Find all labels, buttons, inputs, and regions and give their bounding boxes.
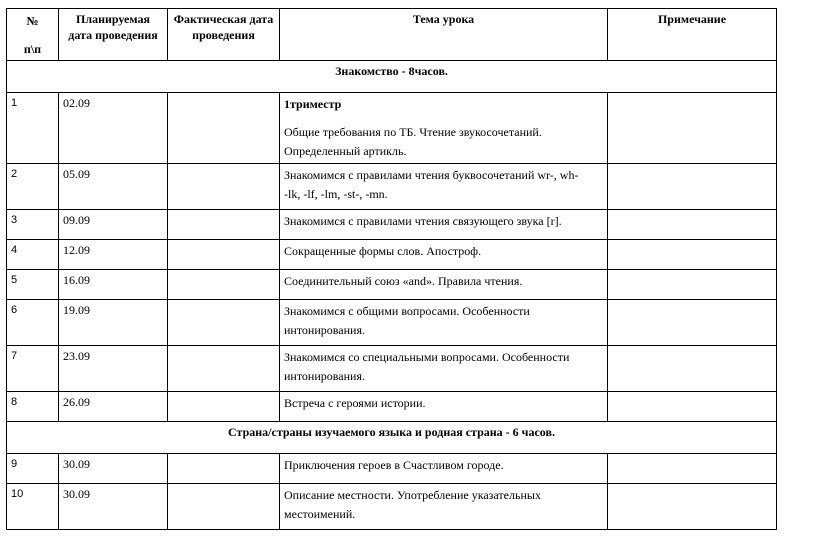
lesson-row bbox=[7, 346, 777, 392]
lesson-row bbox=[7, 210, 777, 240]
header-number-symbol: № bbox=[26, 14, 39, 28]
table-body bbox=[7, 61, 777, 530]
topic-line: интонирования. bbox=[284, 369, 365, 383]
planned-date: 30.09 bbox=[59, 484, 168, 530]
lesson-topic bbox=[280, 346, 608, 392]
lesson-row bbox=[7, 240, 777, 270]
topic-line: Знакомимся с правилами чтения буквосочетаний wr-, wh- bbox=[284, 168, 579, 182]
actual-date bbox=[168, 484, 280, 530]
topic-line: Описание местности. Употребление указательных bbox=[284, 488, 541, 502]
actual-date bbox=[168, 392, 280, 422]
topic-line: Встреча с героями истории. bbox=[284, 396, 426, 410]
lesson-number: 2 bbox=[7, 164, 59, 210]
lesson-number: 3 bbox=[7, 210, 59, 240]
lesson-row bbox=[7, 164, 777, 210]
topic-line: Определенный артикль. bbox=[284, 144, 407, 158]
lesson-row bbox=[7, 93, 777, 164]
lesson-topic bbox=[280, 240, 608, 270]
planned-date: 02.09 bbox=[59, 93, 168, 164]
lesson-note bbox=[608, 240, 777, 270]
lesson-topic bbox=[280, 484, 608, 530]
actual-date bbox=[168, 270, 280, 300]
planned-date: 23.09 bbox=[59, 346, 168, 392]
planned-date: 12.09 bbox=[59, 240, 168, 270]
topic-line: Знакомимся со специальными вопросами. Особенности bbox=[284, 350, 570, 364]
actual-date bbox=[168, 454, 280, 484]
lesson-row bbox=[7, 484, 777, 530]
actual-date bbox=[168, 346, 280, 392]
topic-line: Общие требования по ТБ. Чтение звукосочетаний. bbox=[284, 125, 542, 139]
lesson-topic bbox=[280, 454, 608, 484]
section-row bbox=[7, 422, 777, 454]
lesson-number: 9 bbox=[7, 454, 59, 484]
section-title: Знакомство - 8часов. bbox=[7, 61, 777, 93]
lesson-number: 10 bbox=[7, 484, 59, 530]
lesson-note bbox=[608, 300, 777, 346]
lesson-note bbox=[608, 484, 777, 530]
lesson-note bbox=[608, 346, 777, 392]
planned-date: 09.09 bbox=[59, 210, 168, 240]
actual-date bbox=[168, 93, 280, 164]
lesson-note bbox=[608, 210, 777, 240]
lesson-number: 5 bbox=[7, 270, 59, 300]
lesson-topic bbox=[280, 210, 608, 240]
planned-date: 30.09 bbox=[59, 454, 168, 484]
lesson-plan-table bbox=[6, 8, 777, 530]
topic-line: Знакомимся с правилами чтения связующего звука [r]. bbox=[284, 214, 562, 228]
topic-line: Соединительный союз «and». Правила чтения. bbox=[284, 274, 523, 288]
lesson-topic bbox=[280, 93, 608, 164]
section-row bbox=[7, 61, 777, 93]
lesson-row bbox=[7, 300, 777, 346]
header-number bbox=[7, 9, 59, 61]
lesson-topic bbox=[280, 270, 608, 300]
planned-date: 05.09 bbox=[59, 164, 168, 210]
lesson-topic bbox=[280, 392, 608, 422]
lesson-topic bbox=[280, 164, 608, 210]
topic-line: местоимений. bbox=[284, 507, 356, 521]
header-topic: Тема урока bbox=[280, 9, 608, 61]
header-number-sub: п\п bbox=[23, 42, 42, 56]
header-row bbox=[7, 9, 777, 61]
topic-line: Сокращенные формы слов. Апостроф. bbox=[284, 244, 482, 258]
lesson-topic bbox=[280, 300, 608, 346]
topic-line: интонирования. bbox=[284, 323, 365, 337]
lesson-note bbox=[608, 270, 777, 300]
term-label: 1триместр bbox=[284, 97, 342, 111]
planned-date: 26.09 bbox=[59, 392, 168, 422]
planned-date: 16.09 bbox=[59, 270, 168, 300]
actual-date bbox=[168, 164, 280, 210]
lesson-number: 1 bbox=[7, 93, 59, 164]
lesson-row bbox=[7, 454, 777, 484]
actual-date bbox=[168, 210, 280, 240]
lesson-note bbox=[608, 454, 777, 484]
planned-date: 19.09 bbox=[59, 300, 168, 346]
header-actual-date: Фактическая дата проведения bbox=[168, 9, 280, 61]
topic-line: -lk, -lf, -lm, -st-, -mn. bbox=[284, 187, 388, 201]
lesson-row bbox=[7, 270, 777, 300]
lesson-row bbox=[7, 392, 777, 422]
topic-line: Приключения героев в Счастливом городе. bbox=[284, 458, 504, 472]
lesson-number: 8 bbox=[7, 392, 59, 422]
lesson-note bbox=[608, 392, 777, 422]
header-planned-date: Планируемая дата проведения bbox=[59, 9, 168, 61]
lesson-note bbox=[608, 93, 777, 164]
actual-date bbox=[168, 240, 280, 270]
header-note: Примечание bbox=[608, 9, 777, 61]
section-title: Страна/страны изучаемого языка и родная страна - 6 часов. bbox=[7, 422, 777, 454]
lesson-number: 7 bbox=[7, 346, 59, 392]
topic-line: Знакомимся с общими вопросами. Особенности bbox=[284, 304, 530, 318]
lesson-number: 6 bbox=[7, 300, 59, 346]
actual-date bbox=[168, 300, 280, 346]
lesson-number: 4 bbox=[7, 240, 59, 270]
lesson-note bbox=[608, 164, 777, 210]
